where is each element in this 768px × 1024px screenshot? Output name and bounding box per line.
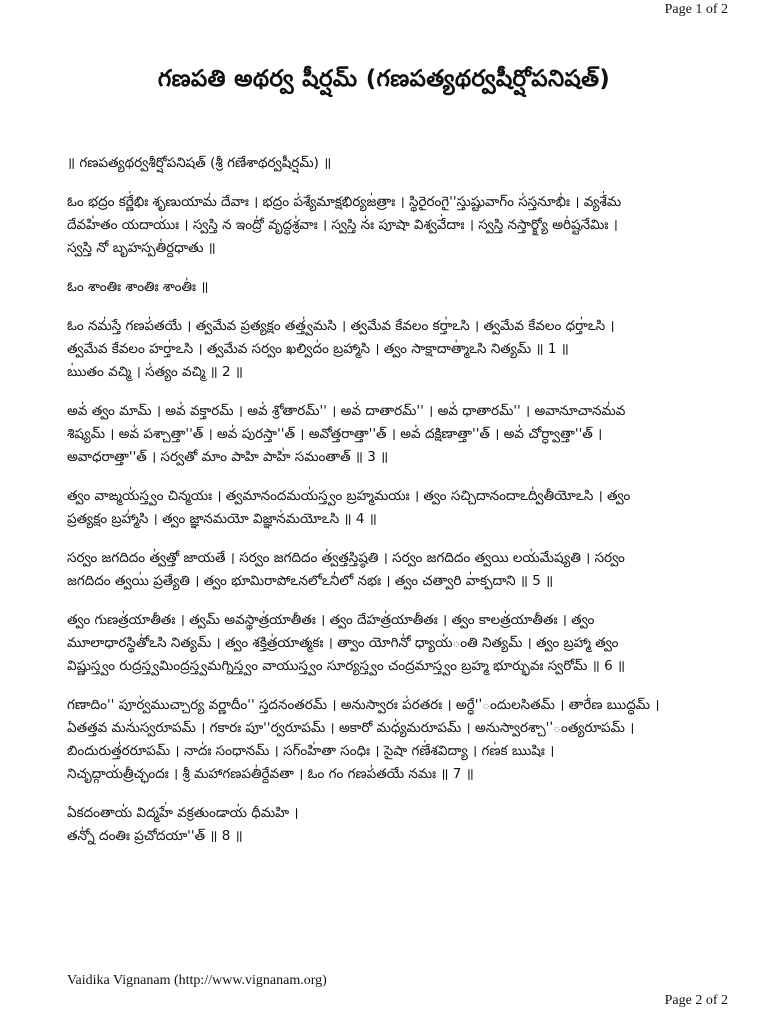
text-line: ఓం శాంతిః॒ శాంతిః॒ శాంతిః॑ ॥: [67, 279, 209, 295]
text-line: ఋ॑తం వ॒చ్మి । స॑త్యం వ॒చ్మి ॥ 2 ॥: [67, 364, 243, 380]
paragraph: [67, 152, 707, 175]
text-line: ఏకదంతాయ॑ విద్మహే॑ వక్రతుండాయ॑ ధీమహి ।: [67, 805, 299, 821]
text-line: ఓం నమ॑స్తే గణప॑తయే । త్వమేవ ప్రత్యక్షం॒ తత్త్వ॑మసి । త్వమేవ కేవలం కర్తా॑ఽసి । త్వమేవ కేవలం ధర్తా॑ఽసి ।: [67, 318, 615, 334]
text-line: ॥ గణపత్యథర్వశీర్షోపనిషత్ (శ్రీ గణేశాథర్వషీర్షమ్) ॥: [67, 155, 332, 171]
text-line: నిచృద్గాయ॑త్రీచ్ఛందః । శ్రీ మహాగణపతి॑ర్దేవతా । ఓం గం గణప॑తయే నమః ॥ 7 ॥: [67, 766, 474, 782]
text-line: విష్ణుస్త్వం రుద్రస్త్వమింద్రస్త్వమగ్నిస్త్వం వాయుస్త్వం సూర్యస్త్వం చంద్రమాస్త్వం బ్రహ్మ॒ భూర్భువః॒ స్వరోమ్ ॥ 6 ॥: [67, 658, 626, 674]
paragraph: [67, 802, 707, 848]
text-line: మూలాధారస్థితో॑ఽసి నిత్యమ్ । త్వం శక్తిత్ర॑యాత్మకః । త్వాం యోగినో॑ ధ్యాయ॑ంతి నిత్యమ్ । త్వం బ్రహ్మా త్వం: [67, 635, 619, 651]
paragraph: [67, 315, 707, 384]
text-line: గణాదిం'' పూర్వ॑ముచ్చార్య వర్ణాదీం'' స్తదనంతరమ్ । అనుస్వారః ప॑రతరః । అర్ధే''ందులసితమ్ । తారే॑ణ ఋద్ధమ్ ।: [67, 697, 660, 713]
paragraph: [67, 400, 707, 469]
text-line: స్వస్తి నో॒ బృహస్పతి॑ర్దధాతు ॥: [67, 240, 216, 256]
paragraph: [67, 191, 707, 260]
paragraph: [67, 276, 707, 299]
text-line: త్వం గు॒ణత్ర॑యాతీతః । త్వమ్ అవస్థాత్ర॑యాతీతః । త్వం దేహత్ర॑యాతీతః । త్వం కాలత్ర॑యాతీతః । త్వం: [67, 612, 595, 628]
page-number-bottom: Page 2 of 2: [664, 993, 728, 1008]
text-line: బిందురుత్త॑రరూపమ్ । నాదః॑ సంధానమ్ । సగ్‍ంహి॑తా సంధిః । సైషా గణే॑శవిద్యా । గణ॑క ఋషిః ।: [67, 743, 555, 759]
text-line: అవ॑ త్వం మామ్ । అవ॑ వక్తారమ్ । అవ॑ శ్రోతారమ్'' । అవ॑ దాతారమ్'' । అవ॑ ధాతారమ్'' । అవానూచానమ॑వ: [67, 403, 626, 419]
text-line: అవాధ॒రాత్తా''త్ । సర్వతో మాం పాహి పాహి॑ సమంతాత్ ॥ 3 ॥: [67, 449, 389, 465]
paragraph: [67, 694, 707, 786]
document-body: [67, 152, 707, 864]
text-line: ఓం భద్రం కర్ణే॑భిః శృణుయామ॑ దేవాః । భద్రం ప॑శ్యేమాక్షభిర్యజ॑త్రాః । స్థిరైరంగై''స్తుష్టువాగ్‍ం స॑స్తనూభిః॑ । వ్యశే॑మ: [67, 194, 622, 210]
page-number-top: Page 1 of 2: [664, 2, 728, 17]
text-line: ఏతత్తవ మను॑స్వరూపమ్ । గకారః పూ''ర్వరూపమ్ । అకారో మధ్య॑మరూపమ్ । అనుస్వారశ్చా''ంత్యరూపమ్ ।: [67, 720, 635, 736]
paragraph: [67, 609, 707, 678]
text-line: త్వం వాఙ్మయ॑స్త్వం చిన్మయః । త్వమానందమయ॑స్త్వం బ్రహ్మమయః । త్వం సచ్చిదానందాఽద్వి॑తీయో॒ఽసి । త్వం: [67, 488, 631, 504]
paragraph: [67, 547, 707, 593]
text-line: జగదిదం త్వయి॑ ప్రత్యేతి । త్వం భూమిరాపోఽనలోఽని॑లో నభః । త్వం చత్వారి వా॑క్పదాని ॥ 5 ॥: [67, 573, 554, 589]
text-line: దేవహి॑తం॒ యదాయుః॑ । స్వస్తి న॒ ఇంద్రో॑ వృద్ధశ్ర॑వాః । స్వస్తి నః॑ పూషా విశ్వవే॑దాః । స్వస్తి న॒స్తార్క్ష్యో॒ అరి॑ష్టనేమిః ।: [67, 217, 618, 233]
footer-source: Vaidika Vignanam (http://www.vignanam.org): [67, 973, 327, 988]
text-line: త్వమేవ కేవలం హర్తా॑ఽసి । త్వమేవ సర్వం ఖల్విదం॑ బ్రహ్మాసి । త్వం సాక్షాదాత్మా॑ఽసి నిత్యమ్ ॥ 1 ॥: [67, 341, 569, 357]
text-line: ప్రత్యక్షం బ్రహ్మా॑సి । త్వం జ్ఞానమయో విజ్ఞాన॑మయో॒ఽసి ॥ 4 ॥: [67, 511, 377, 527]
document-title: గణపతి అథర్వ షీర్షమ్ (గణపత్యథర్వషీర్షోపనిషత్): [157, 66, 611, 92]
text-line: తన్నో॑ దంతిః ప్రచోదయా''త్ ॥ 8 ॥: [67, 828, 243, 844]
text-line: సర్వం జగదిదం త్వ॑త్తో జాయతే । సర్వం జగదిదం త్వ॑త్తస్తిష్ఠతి । సర్వం జగదిదం త్వయి లయ॑మేష్యతి । సర్వం: [67, 550, 625, 566]
text-line: శిష్యమ్ । అవ॑ పశ్చాత్తా''త్ । అవ॑ పురస్తా''త్ । అవోత్త॒రాత్తా''త్ । అవ॑ దక్షి॒ణాత్తా''త్ । అవ॑ చోర్ధ్వాత్తా''త్ ।: [67, 426, 603, 442]
paragraph: [67, 485, 707, 531]
